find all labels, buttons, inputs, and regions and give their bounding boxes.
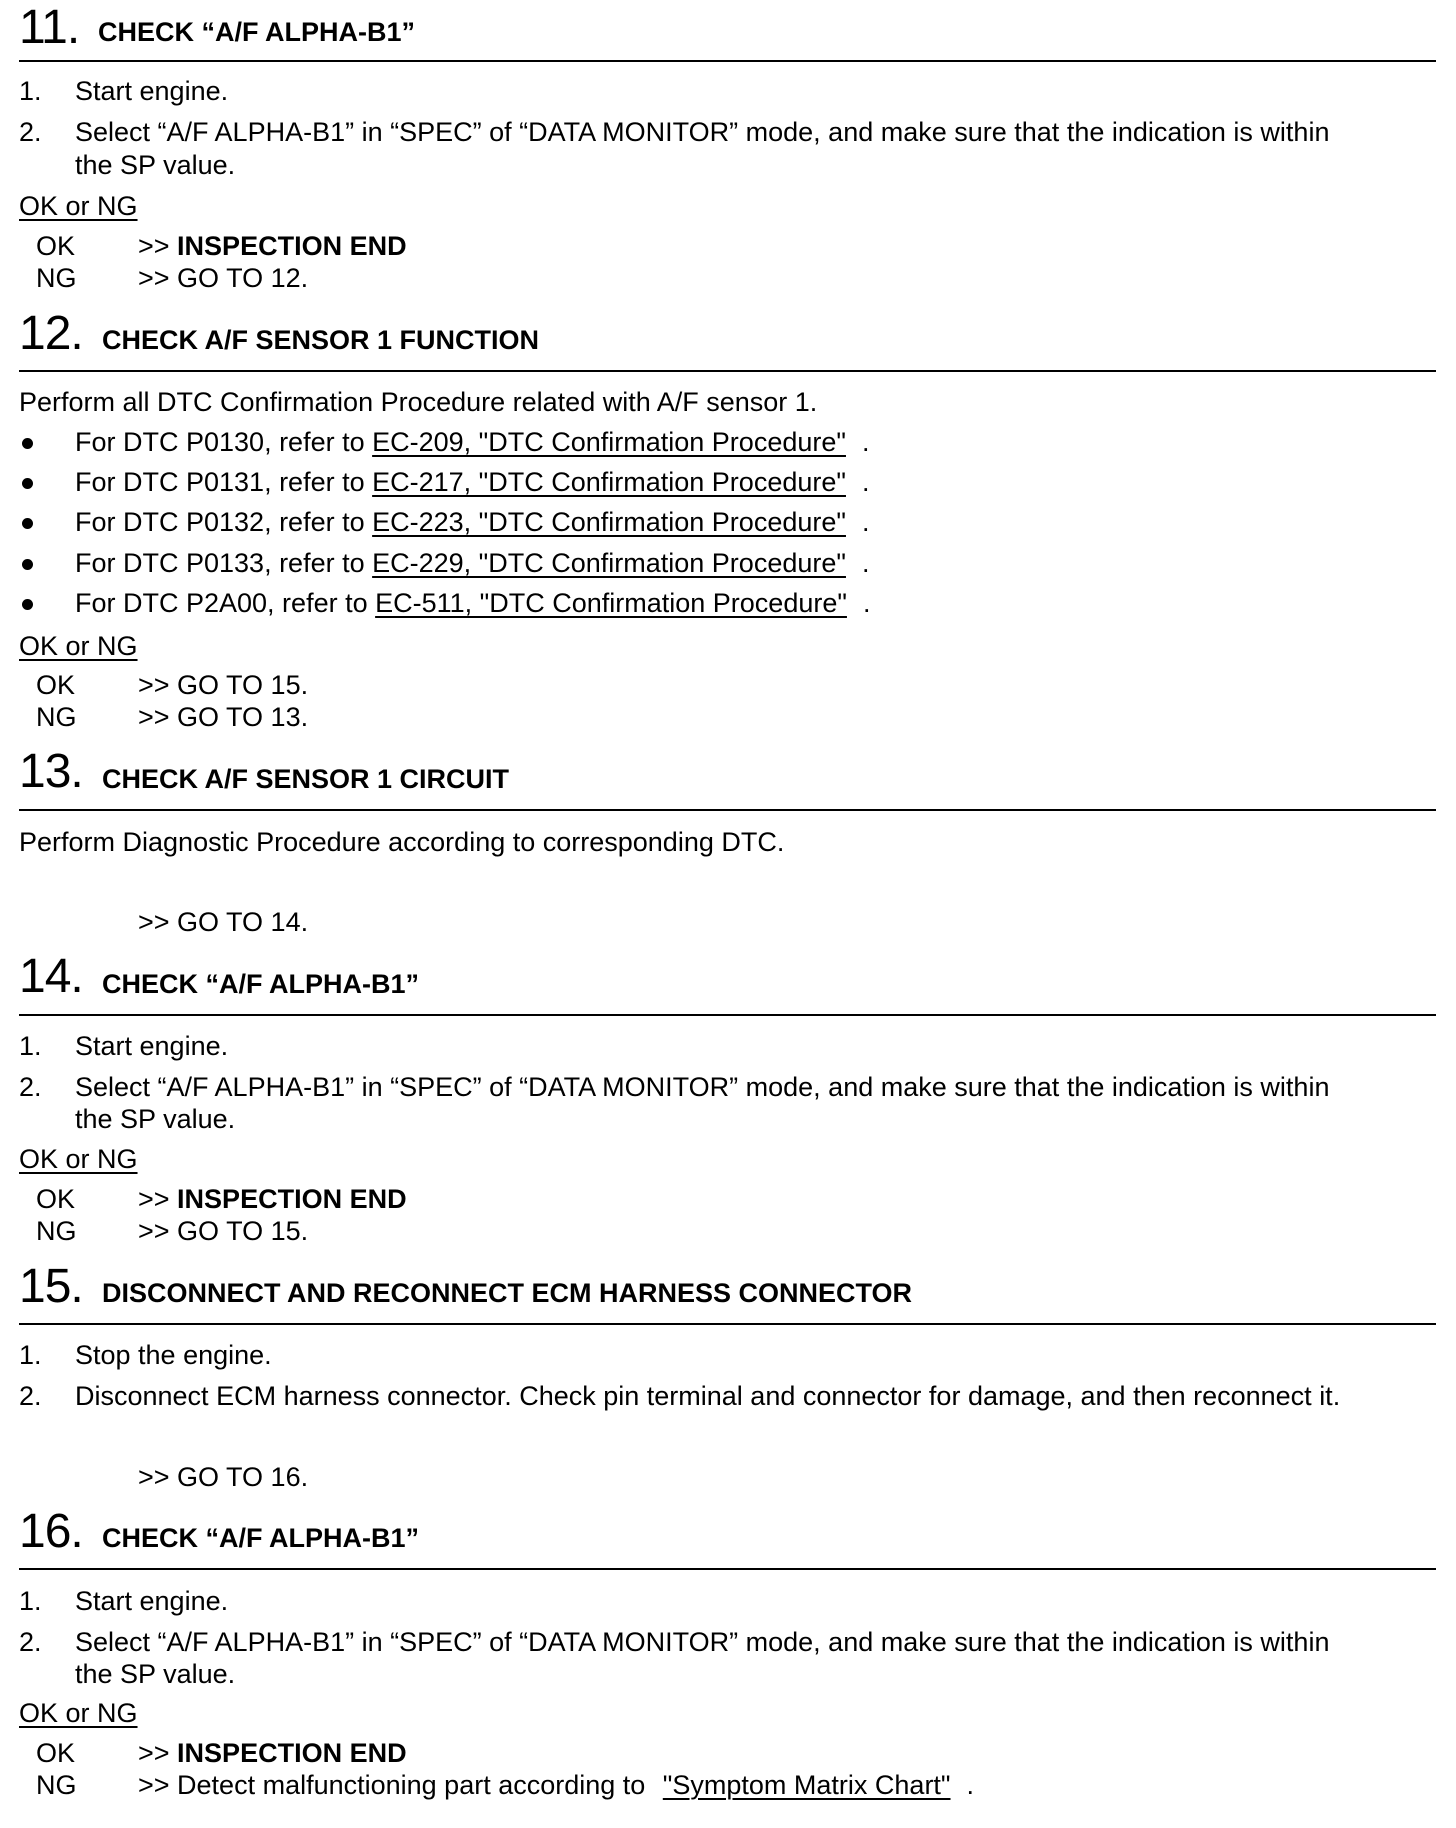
- section-11-rule: [19, 60, 1436, 62]
- section-14-ok-code: OK: [36, 1184, 76, 1214]
- section-12-ng-code: NG: [36, 702, 77, 732]
- section-15-step-2-number: 2.: [19, 1381, 42, 1411]
- section-15-step-2: Disconnect ECM harness connector. Check pin terminal and connector for damage, and then reconnect it.: [75, 1381, 1341, 1411]
- section-12-number: 12.: [19, 307, 83, 360]
- section-12-title: CHECK A/F SENSOR 1 FUNCTION: [102, 325, 540, 355]
- section-14-rule: [19, 1014, 1436, 1016]
- section-15-step-1-number: 1.: [19, 1340, 42, 1370]
- bullet-icon: [22, 478, 33, 489]
- section-14-ok-result: >> INSPECTION END: [138, 1184, 407, 1214]
- section-12-dtc-item: For DTC P0132, refer to EC-223, "DTC Confirmation Procedure" .: [75, 507, 870, 537]
- section-14-ng-result: >> GO TO 15.: [138, 1216, 309, 1246]
- section-16-okng-label: OK or NG: [19, 1698, 138, 1728]
- section-14-okng-label: OK or NG: [19, 1144, 138, 1174]
- bullet-icon: [22, 559, 33, 570]
- section-11-ok-result: >> INSPECTION END: [138, 231, 407, 261]
- section-15-number: 15.: [19, 1260, 83, 1313]
- bullet-icon: [22, 599, 33, 610]
- section-11-okng-label: OK or NG: [19, 191, 138, 221]
- section-11-ng-result: >> GO TO 12.: [138, 263, 309, 293]
- section-11-step-2-number: 2.: [19, 117, 42, 147]
- section-15-rule: [19, 1323, 1436, 1325]
- section-16-ng-result: >> Detect malfunctioning part according to "Symptom Matrix Chart" .: [138, 1770, 975, 1800]
- section-12-dtc-item: For DTC P0133, refer to EC-229, "DTC Confirmation Procedure" .: [75, 548, 870, 578]
- section-14-step-2: Select “A/F ALPHA-B1” in “SPEC” of “DATA MONITOR” mode, and make sure that the indication is within: [75, 1072, 1330, 1102]
- dtc-link[interactable]: EC-223, "DTC Confirmation Procedure": [372, 507, 846, 537]
- section-16-ok-code: OK: [36, 1738, 76, 1768]
- section-12-intro: Perform all DTC Confirmation Procedure related with A/F sensor 1.: [19, 387, 818, 417]
- section-16-number: 16.: [19, 1505, 83, 1558]
- section-13-title: CHECK A/F SENSOR 1 CIRCUIT: [102, 764, 510, 794]
- section-15-goto: >> GO TO 16.: [138, 1462, 309, 1492]
- section-16-step-2-cont: the SP value.: [75, 1659, 236, 1689]
- section-12-rule: [19, 370, 1436, 372]
- section-11-number: 11.: [19, 1, 80, 54]
- dtc-link[interactable]: EC-229, "DTC Confirmation Procedure": [372, 548, 846, 578]
- section-16-ng-code: NG: [36, 1770, 77, 1800]
- dtc-link[interactable]: EC-511, "DTC Confirmation Procedure": [375, 588, 847, 618]
- section-11-ng-code: NG: [36, 263, 77, 293]
- section-11-title: CHECK “A/F ALPHA-B1”: [98, 17, 415, 47]
- section-14-step-1-number: 1.: [19, 1031, 42, 1061]
- section-16-step-2: Select “A/F ALPHA-B1” in “SPEC” of “DATA MONITOR” mode, and make sure that the indication is within: [75, 1627, 1330, 1657]
- section-15-title: DISCONNECT AND RECONNECT ECM HARNESS CONNECTOR: [102, 1278, 913, 1308]
- section-16-step-1: Start engine.: [75, 1586, 229, 1616]
- section-14-step-2-cont: the SP value.: [75, 1104, 236, 1134]
- section-16-rule: [19, 1568, 1436, 1570]
- section-16-title: CHECK “A/F ALPHA-B1”: [102, 1523, 419, 1553]
- section-12-dtc-item: For DTC P2A00, refer to EC-511, "DTC Confirmation Procedure" .: [75, 588, 871, 618]
- bullet-icon: [22, 438, 33, 449]
- section-15-step-1: Stop the engine.: [75, 1340, 272, 1370]
- section-12-dtc-item: For DTC P0130, refer to EC-209, "DTC Confirmation Procedure" .: [75, 427, 870, 457]
- section-13-rule: [19, 809, 1436, 811]
- section-16-step-2-number: 2.: [19, 1627, 42, 1657]
- section-12-okng-label: OK or NG: [19, 631, 138, 661]
- section-12-dtc-item: For DTC P0131, refer to EC-217, "DTC Confirmation Procedure" .: [75, 467, 870, 497]
- section-14-number: 14.: [19, 950, 83, 1003]
- section-14-title: CHECK “A/F ALPHA-B1”: [102, 969, 419, 999]
- dtc-link[interactable]: EC-209, "DTC Confirmation Procedure": [372, 427, 846, 457]
- bullet-icon: [22, 518, 33, 529]
- section-16-ok-result: >> INSPECTION END: [138, 1738, 407, 1768]
- section-14-ng-code: NG: [36, 1216, 77, 1246]
- section-12-ok-result: >> GO TO 15.: [138, 670, 309, 700]
- section-13-intro: Perform Diagnostic Procedure according to corresponding DTC.: [19, 827, 785, 857]
- section-12-ng-result: >> GO TO 13.: [138, 702, 309, 732]
- section-11-ok-code: OK: [36, 231, 76, 261]
- section-11-step-1-number: 1.: [19, 76, 42, 106]
- dtc-link[interactable]: EC-217, "DTC Confirmation Procedure": [372, 467, 846, 497]
- symptom-matrix-link[interactable]: "Symptom Matrix Chart": [662, 1770, 951, 1800]
- section-11-step-2: Select “A/F ALPHA-B1” in “SPEC” of “DATA MONITOR” mode, and make sure that the indication is within: [75, 117, 1330, 147]
- section-13-goto: >> GO TO 14.: [138, 907, 309, 937]
- section-11-step-1: Start engine.: [75, 76, 229, 106]
- section-14-step-2-number: 2.: [19, 1072, 42, 1102]
- section-12-ok-code: OK: [36, 670, 76, 700]
- section-13-number: 13.: [19, 745, 83, 798]
- section-11-step-2-cont: the SP value.: [75, 150, 236, 180]
- section-16-step-1-number: 1.: [19, 1586, 42, 1616]
- section-14-step-1: Start engine.: [75, 1031, 229, 1061]
